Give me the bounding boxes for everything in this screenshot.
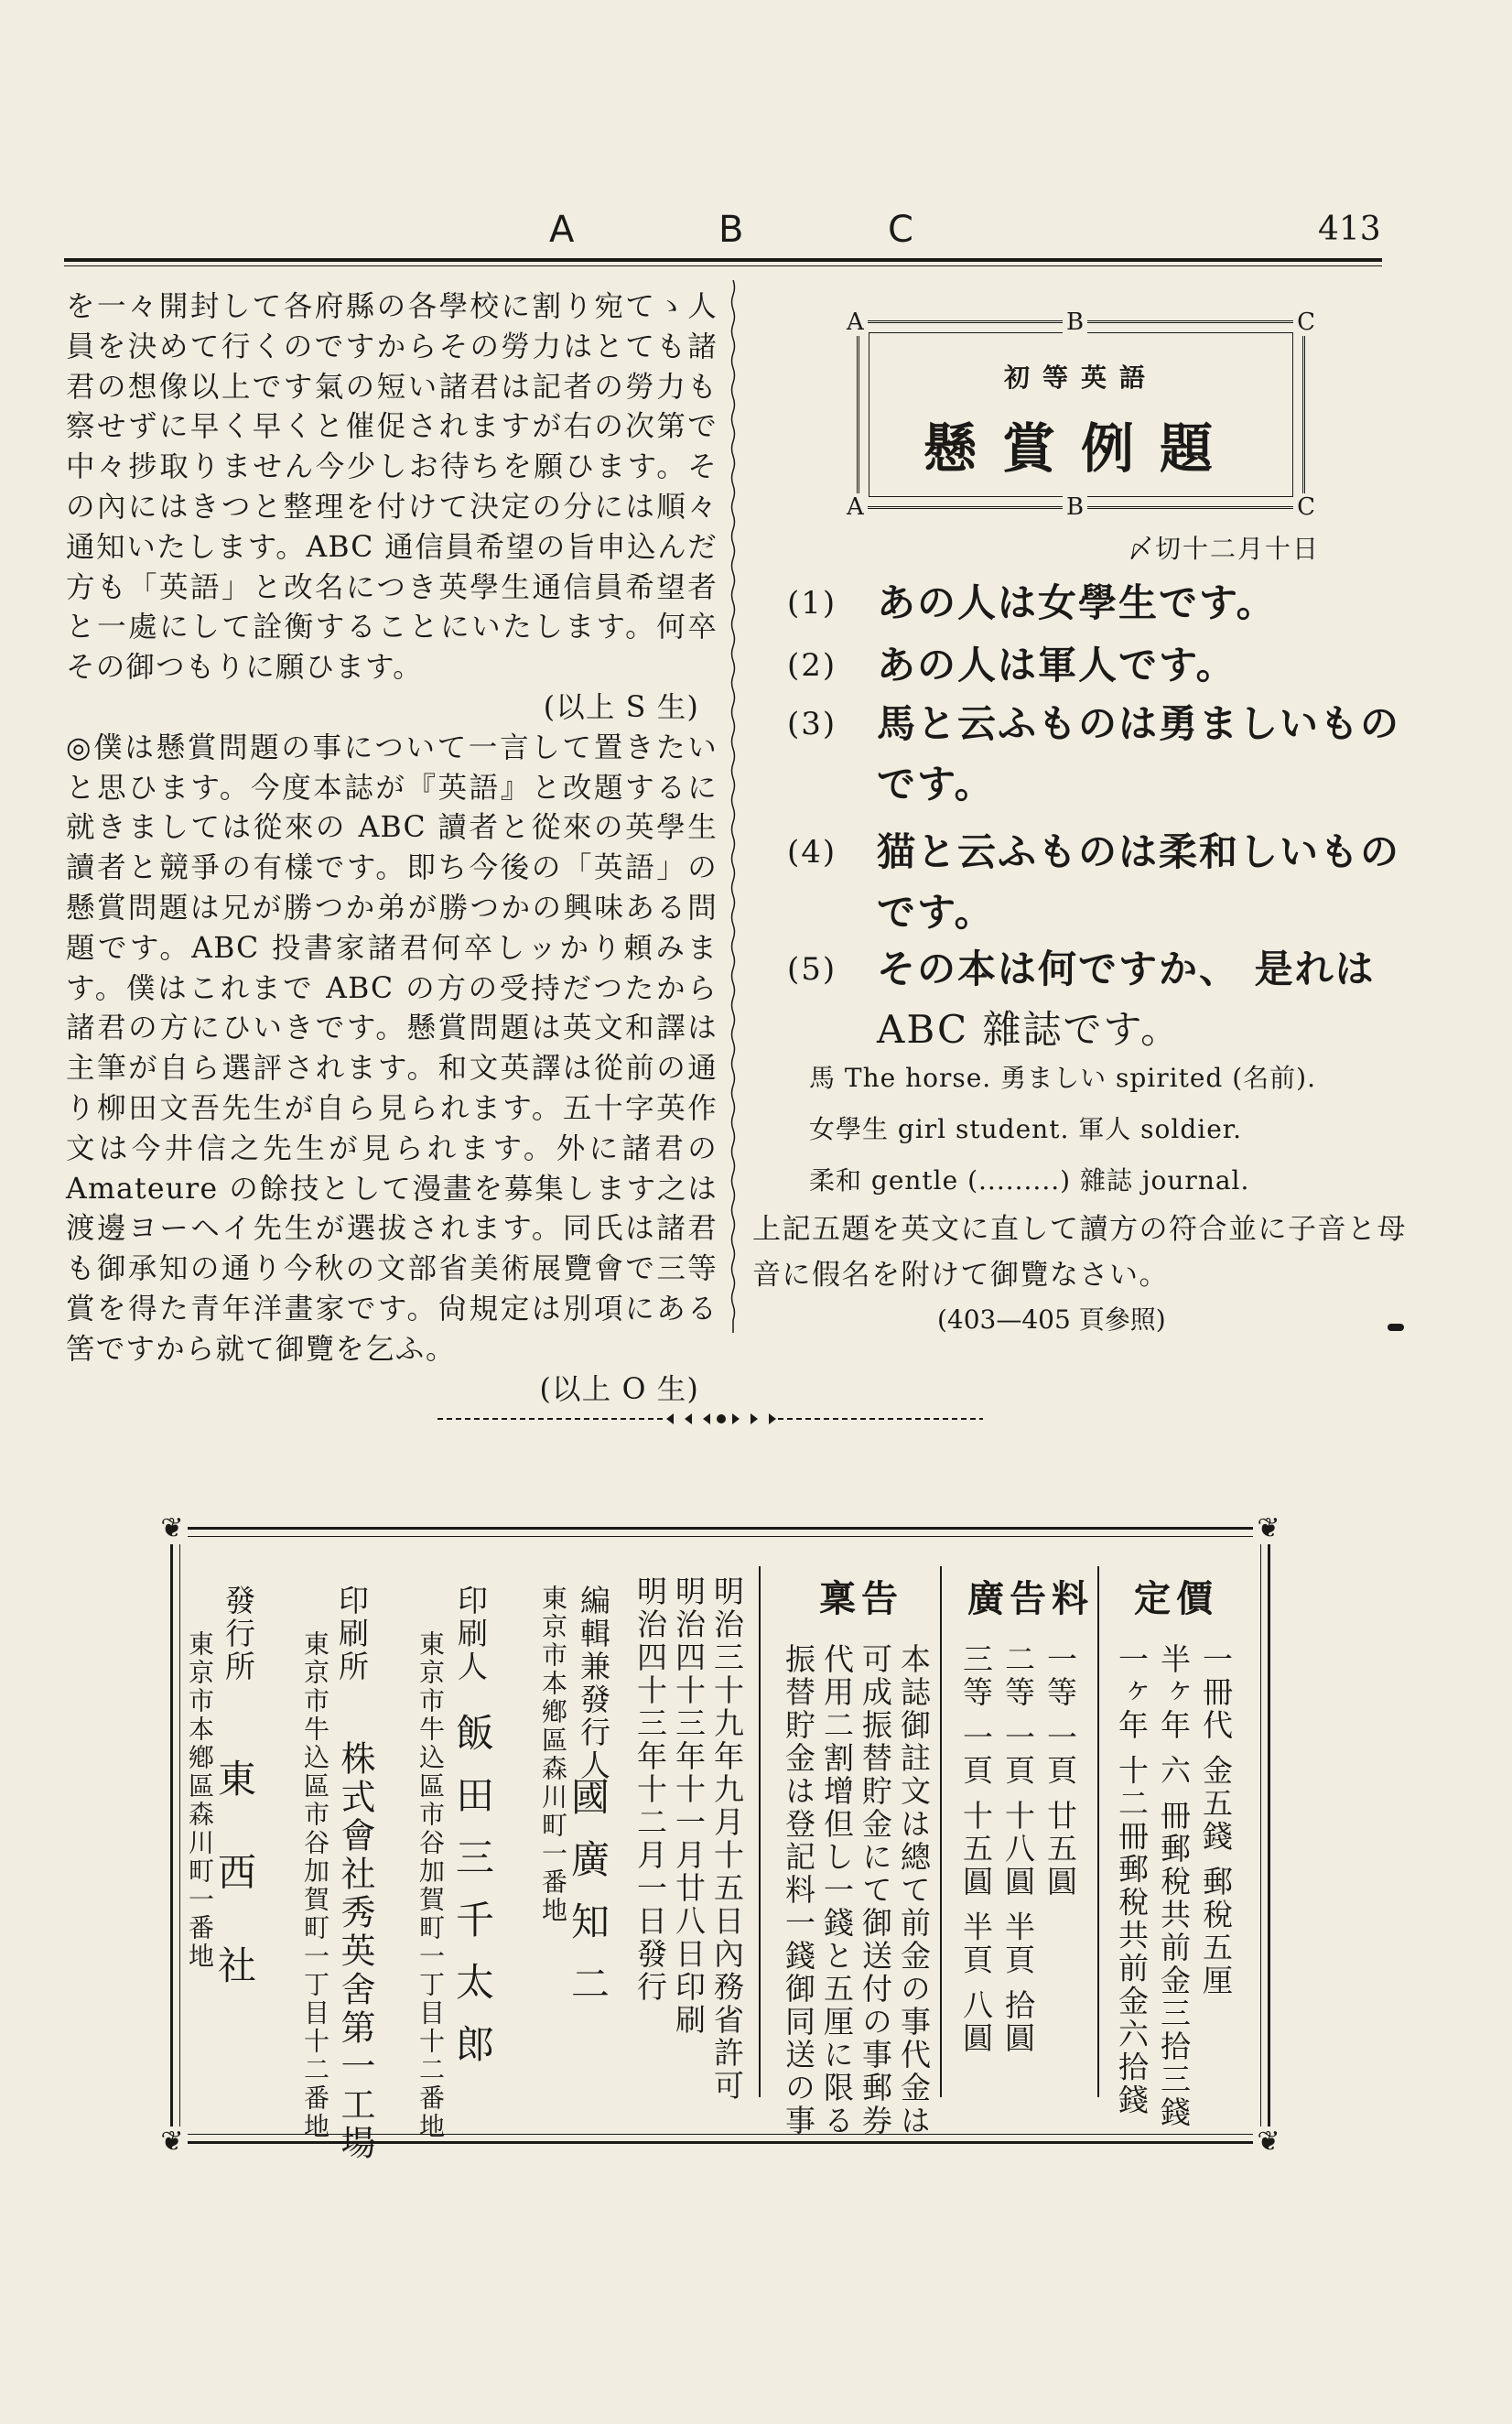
corner-letter: B [1063, 308, 1087, 336]
question-text-continued: です。 [877, 762, 995, 806]
header-rule-thin [64, 265, 1382, 266]
ad-rates-heading: 廣告料 [967, 1577, 1094, 1620]
editor-name: 國廣知二 [566, 1777, 610, 2026]
running-title [549, 209, 915, 251]
prize-contest-box [847, 308, 1315, 521]
ornament-icon: ❦ [1253, 2126, 1284, 2158]
notice-line: 振替貯金は登記料一錢御同送の事 [781, 1643, 816, 2137]
print-shop-address: 東京市牛込區市谷加賀町一丁目十二番地 [300, 1630, 330, 2141]
ink-mark [1388, 1324, 1404, 1331]
question-item [787, 939, 1409, 1060]
price-line: 一冊代 金五錢 郵稅五厘 [1198, 1643, 1234, 1997]
print-shop-name: 株式會社秀英舍第一工場 [335, 1740, 375, 2163]
issue-date: 明治四十三年十二月一日發行 [632, 1575, 668, 2004]
editorial-column [66, 287, 718, 1410]
question-item [787, 635, 1409, 696]
running-title-letter: C [888, 209, 915, 251]
publisher-address: 東京市本鄕區森川町一番地 [185, 1630, 215, 1971]
permit-date: 明治三十九年九月十五日內務省許可 [709, 1575, 745, 2103]
ad-rate-line: 一等 一頁 廿五圓 [1042, 1643, 1078, 1899]
question-number: (2) [787, 647, 837, 684]
prize-subtitle: 初等英語 [1003, 363, 1158, 393]
question-item [787, 694, 1409, 815]
question-number: (1) [787, 585, 837, 622]
ornamental-rule [437, 1410, 983, 1428]
printer-name: 飯田三千太郎 [450, 1713, 495, 2086]
running-title-letter: A [549, 209, 577, 251]
question-number: (5) [787, 951, 837, 988]
corner-letter: B [1063, 493, 1087, 521]
editorial-paragraph [66, 287, 718, 729]
page-reference: (403—405 頁參照) [937, 1304, 1166, 1335]
price-line: 半ヶ年 六 冊郵稅共前金三拾三錢 [1156, 1643, 1192, 2129]
printer-address: 東京市牛込區市谷加賀町一丁目十二番地 [416, 1630, 446, 2141]
question-text-continued: ABC 雜誌です。 [877, 1007, 1182, 1052]
editor-address: 東京市本鄕區森川町一番地 [538, 1585, 568, 1925]
ornament-icon: ❦ [157, 2126, 188, 2158]
price-line: 一ヶ年 十二冊郵稅共前金六拾錢 [1114, 1643, 1150, 2117]
price-heading: 定價 [1134, 1577, 1218, 1620]
print-shop-role: 印刷所 [334, 1585, 370, 1683]
printer-role: 印刷人 [453, 1585, 489, 1683]
corner-letter: C [1293, 493, 1319, 521]
question-text: 猫と云ふものは柔和しいもの [877, 829, 1401, 874]
page-number: 413 [1318, 211, 1381, 248]
print-date: 明治四十三年十一月廿八日印刷 [671, 1575, 707, 2037]
publisher-role: 發行所 [221, 1585, 256, 1683]
vocabulary-line: 馬 The horse. 勇ましい spirited (名前). [809, 1063, 1316, 1093]
question-text-continued: です。 [877, 890, 995, 935]
question-item [787, 573, 1409, 633]
editorial-paragraph [66, 729, 718, 1411]
publisher-name: 東西社 [212, 1758, 257, 2039]
signature: (以上 O 生) [539, 1372, 699, 1406]
vocabulary-line: 柔和 gentle (.........) 雜誌 journal. [809, 1165, 1250, 1196]
corner-letter: C [1293, 308, 1319, 336]
signature: (以上 S 生) [543, 690, 699, 724]
notice-line: 本誌御註文は總て前金の事代金は [896, 1643, 932, 2137]
deadline: 〆切十二月十日 [1128, 534, 1321, 564]
paragraph-text: を一々開封して各府縣の各學校に割り宛てゝ人員を決めて行くのですからその勞力はとても諸君の想像以上です氣の短い諸君は記者の勞力も察せずに早く早くと催促されますが右の次第で中々捗取りません今少しお待ちを願ひます。その內にはきつと整理を付けて決定の分には順々通知いたします。ABC 通信員希望の旨申込んだ方も「英語」と改名につき英學生通信員希望者と一處にして詮衡することにいたします。何卒その御つもりに願ひます。 [66, 290, 718, 685]
editor-role: 編輯兼發行人 [576, 1585, 611, 1782]
ornament-icon: ❦ [157, 1513, 188, 1544]
question-text: その本は何ですか、 是れは [877, 947, 1376, 991]
prize-title: 懸賞例題 [923, 417, 1238, 480]
question-number: (3) [787, 706, 837, 742]
paragraph-text: ◎僕は懸賞問題の事について一言して置きたいと思ひます。今度本誌が『英語』と改題するに就きましては從來の ABC 讀者と從來の英學生讀者と競爭の有樣です。即ち今後の「英語」の懸賞問題は兄が勝つか弟が勝つかの興味ある問題です。ABC 投書家諸君何卒しッかり頼みます。僕はこれまで ABC の方の受持だつたから諸君の方にひいきです。懸賞問題は英文和譯は主筆が自ら選評されます。和文英譯は從前の通り柳田文吾先生が自ら見られます。五十字英作文は今井信之先生が見られます。外に諸君の Amateure の餘技として漫畫を募集します之は渡邊ヨーヘイ先生が選拔されます。同氏は諸君も御承知の通り今秋の文部省美術展覽會で三等賞を得た青年洋畫家です。尙規定は別項にある筈ですから就て御覽を乞ふ。 [66, 730, 718, 1366]
notice-heading: 稟告 [819, 1577, 903, 1620]
section-divider [1097, 1566, 1099, 2097]
ad-rate-line: 三等 一頁 十五圓 半頁 八圓 [958, 1643, 994, 2055]
question-item [787, 822, 1409, 943]
corner-letter: A [843, 308, 868, 336]
question-text: あの人は軍人です。 [877, 643, 1237, 687]
section-divider [940, 1566, 942, 2097]
notice-line: 可成振替貯金にて御送付の事郵券 [858, 1643, 893, 2137]
header-rule [64, 258, 1382, 262]
ad-rate-line: 二等 一頁 十八圓 半頁 拾圓 [1000, 1643, 1036, 2055]
notice-line: 代用二割增但し一錢と五厘に限る [819, 1643, 855, 2137]
question-text: 馬と云ふものは勇ましいもの [877, 701, 1401, 746]
vocabulary-line: 女學生 girl student. 軍人 soldier. [809, 1114, 1242, 1144]
ornament-icon: ❦ [1253, 1513, 1284, 1544]
instruction-text: 上記五題を英文に直して讀方の符合並に子音と母音に假名を附けて御覽なさい。 [752, 1213, 1407, 1292]
section-divider [759, 1566, 761, 2097]
question-number: (4) [787, 834, 837, 871]
question-text: あの人は女學生です。 [877, 580, 1277, 625]
colophon-box [160, 1512, 1280, 2163]
running-title-letter: B [718, 209, 746, 251]
corner-letter: A [843, 493, 868, 521]
wavy-column-divider [730, 280, 736, 1333]
